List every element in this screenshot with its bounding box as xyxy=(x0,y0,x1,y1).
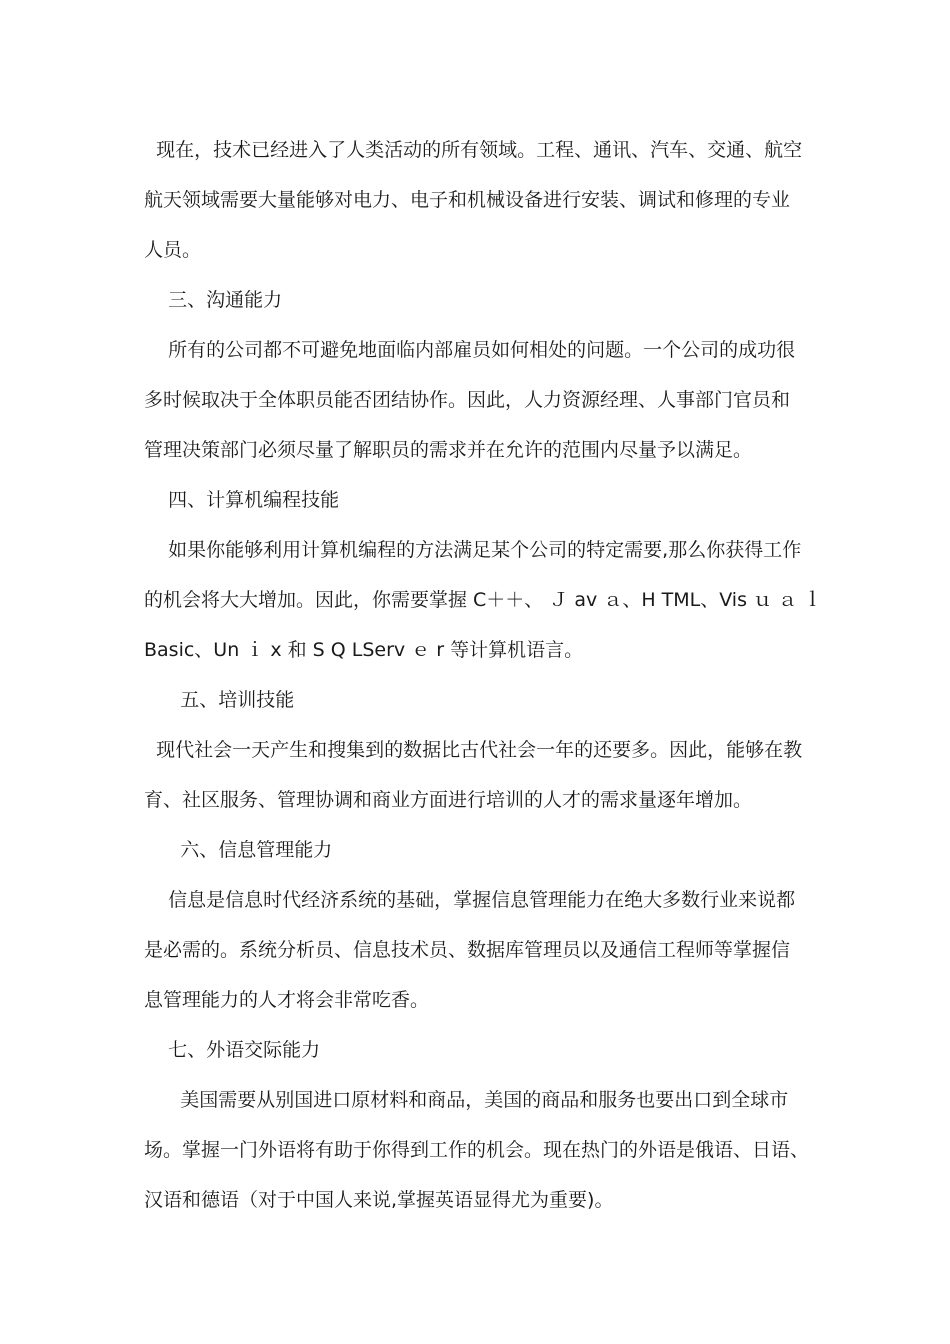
paragraph-line: 如果你能够利用计算机编程的方法满足某个公司的特定需要,那么你获得工作 xyxy=(144,539,802,561)
paragraph-line: Basic、Un ｉ x 和 S Q LServ ｅ r 等计算机语言。 xyxy=(144,639,584,661)
paragraph-line: 人员。 xyxy=(144,239,202,261)
section-heading-programming: 四、计算机编程技能 xyxy=(144,489,340,511)
paragraph-line: 所有的公司都不可避免地面临内部雇员如何相处的问题。一个公司的成功很 xyxy=(144,339,796,361)
section-heading-information-management: 六、信息管理能力 xyxy=(144,839,333,861)
section-heading-foreign-language: 七、外语交际能力 xyxy=(144,1039,321,1061)
paragraph-line: 是必需的。系统分析员、信息技术员、数据库管理员以及通信工程师等掌握信 xyxy=(144,939,791,961)
paragraph-line: 场。掌握一门外语将有助于你得到工作的机会。现在热门的外语是俄语、日语、 xyxy=(144,1139,810,1161)
paragraph-line: 息管理能力的人才将会非常吃香。 xyxy=(144,989,430,1011)
section-heading-training: 五、培训技能 xyxy=(144,689,295,711)
paragraph-line: 现代社会一天产生和搜集到的数据比古代社会一年的还要多。因此，能够在教 xyxy=(144,739,803,761)
paragraph-line: 的机会将大大增加。因此，你需要掌握 C＋＋、 Ｊ av ａ、H TML、Vis ｕ ａ ｌ xyxy=(144,589,823,611)
paragraph-line: 管理决策部门必须尽量了解职员的需求并在允许的范围内尽量予以满足。 xyxy=(144,439,753,461)
paragraph-line: 美国需要从别国进口原材料和商品，美国的商品和服务也要出口到全球市 xyxy=(144,1089,789,1111)
section-heading-communication: 三、沟通能力 xyxy=(144,289,283,311)
paragraph-line: 多时候取决于全体职员能否团结协作。因此，人力资源经理、人事部门官员和 xyxy=(144,389,791,411)
paragraph-line: 现在，技术已经进入了人类活动的所有领域。工程、通讯、汽车、交通、航空 xyxy=(144,139,803,161)
paragraph-line: 航天领域需要大量能够对电力、电子和机械设备进行安装、调试和修理的专业 xyxy=(144,189,791,211)
paragraph-line: 汉语和德语（对于中国人来说,掌握英语显得尤为重要)。 xyxy=(144,1189,614,1211)
paragraph-line: 育、社区服务、管理协调和商业方面进行培训的人才的需求量逐年增加。 xyxy=(144,789,753,811)
paragraph-line: 信息是信息时代经济系统的基础，掌握信息管理能力在绝大多数行业来说都 xyxy=(144,889,796,911)
